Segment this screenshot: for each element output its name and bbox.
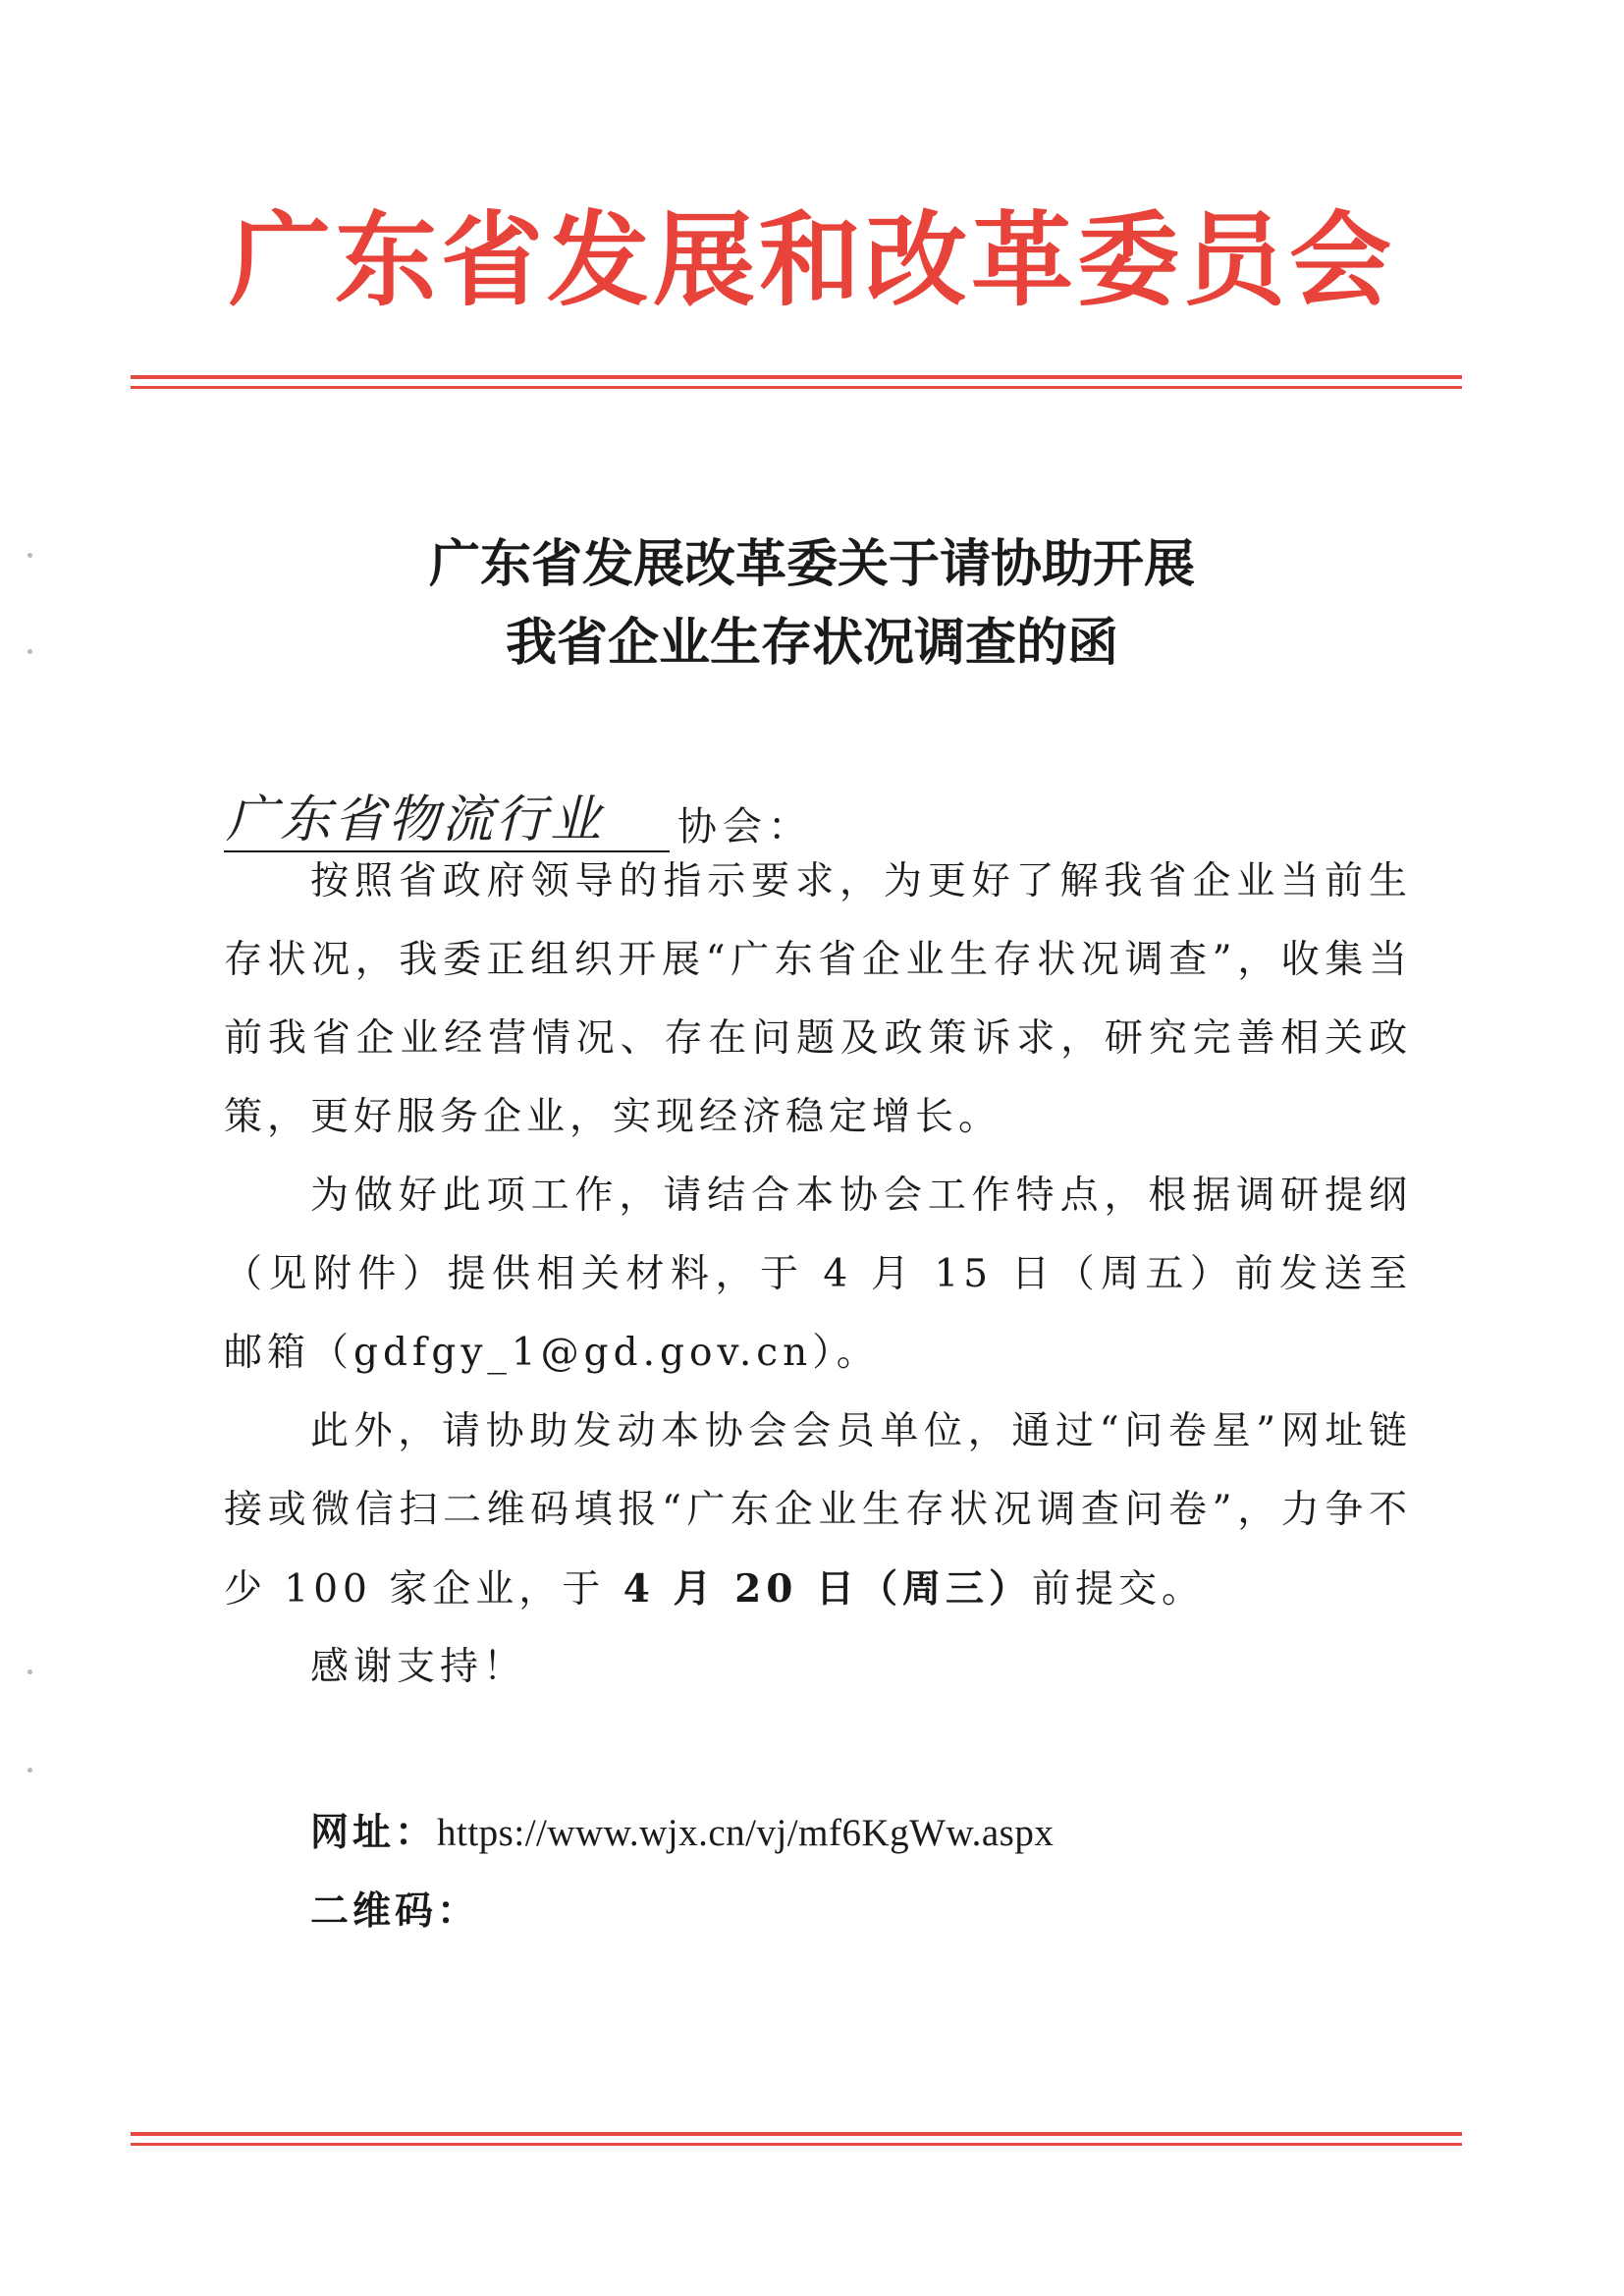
closing-thanks: 感谢支持！ [310, 1645, 527, 1689]
scan-speck [27, 1768, 32, 1773]
salutation-suffix: 协会： [677, 804, 813, 849]
qr-code-row [310, 1872, 479, 1951]
handwritten-recipient: 广东省物流行业 [224, 790, 670, 852]
paragraph-3-tail: 前提交。 [1031, 1567, 1205, 1612]
body-paragraph-3 [224, 1393, 1412, 1629]
body-paragraph-2: 为做好此项工作，请结合本协会工作特点，根据调研提纲（见附件）提供相关材料，于 4 月 15 日（周五）前发送至邮箱（gdfgy_1@gd.gov.cn）。 [224, 1174, 1412, 1375]
letterhead-org-name: 广东省发展和改革委员会 [228, 199, 1395, 320]
url-label: 网址： [310, 1810, 438, 1855]
scan-speck [27, 1669, 32, 1674]
body-paragraph-1: 按照省政府领导的指示要求，为更好了解我省企业当前生存状况，我委正组织开展“广东省企业生存状况调查”，收集当前我省企业经营情况、存在问题及政策诉求，研究完善相关政策，更好服务企业，实现经济稳定增长。 [224, 859, 1412, 1139]
footer-rule-thin [131, 2143, 1462, 2146]
document-title-line-2: 我省企业生存状况调查的函 [505, 613, 1118, 673]
document-title-line-1: 广东省发展改革委关于请协助开展 [428, 534, 1195, 594]
survey-url-row [310, 1793, 1054, 1873]
qr-code-label: 二维码： [310, 1888, 480, 1934]
submission-deadline: 4 月 20 日（周三） [605, 1566, 1032, 1612]
letterhead-rule-thick [131, 375, 1462, 379]
scan-speck [27, 553, 32, 558]
survey-url[interactable]: https://www.wjx.cn/vj/mf6KgWw.aspx [437, 1812, 1055, 1854]
scan-speck [27, 649, 32, 654]
footer-rule-thick [131, 2132, 1462, 2136]
paragraph-3-text: 此外，请协助发动本协会会员单位，通过“问卷星”网址链接或微信扫二维码填报“广东企业生存状况调查问卷”，力争不少 100 家企业，于 [224, 1409, 1412, 1612]
letterhead-rule-thin [131, 386, 1462, 389]
